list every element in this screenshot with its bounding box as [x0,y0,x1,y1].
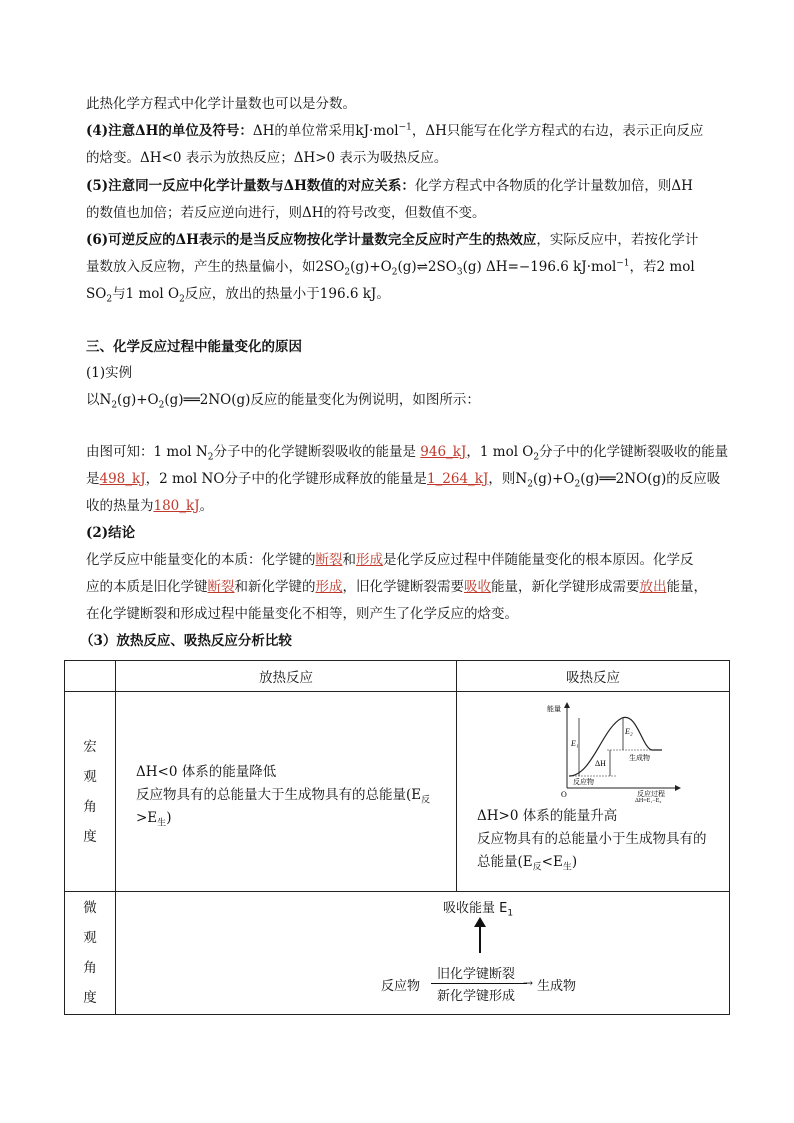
side-label-macro: 宏 观 角 度 [65,692,116,892]
conclusion-label: (2)结论 [86,525,136,541]
chart-ylabel: 能量 [547,705,561,713]
chart-e1: E₁ [571,739,579,748]
text-line-8: $SO_2$与1 mol $O_2$反应，放出的热量小于196.6 kJ。 [86,286,390,305]
micro-absorb-label: 吸收能量 $E_1$ [443,901,514,919]
text-line-1: 此热化学方程式中化学计量数也可以是分数。 [86,96,356,112]
text-line-4: (5)注意同一反应中化学计量数与ΔH数值的对应关系：化学方程式中各物质的化学计量数加倍，则ΔH [86,178,693,194]
right-arrow-icon: → [523,976,534,990]
chart-formula: ΔH=E₁−E₂ [635,798,662,803]
chart-e2: E₂ [625,727,633,736]
conclusion-line-1: 化学反应中能量变化的本质：化学键的断裂和形成是化学反应过程中伴随能量变化的根本原因。化学反 [86,552,694,568]
text-line-6: (6)可逆反应的ΔH表示的是当反应物按化学计量数完全反应时产生的热效应，实际反应中，若按化学计 [86,232,699,248]
header-exothermic: 放热反应 [116,661,457,692]
para-line-3: 收的热量为180_kJ。 [86,498,214,514]
chart-reactant: 反应物 [573,778,594,786]
answer-1264: 1_264_kJ [426,471,489,487]
text-line-2: (4)注意ΔH的单位及符号：ΔH的单位常采用kJ·mol$^{-1}$，ΔH只能写在化学方程式的右边，表示正向反应 [86,122,704,139]
example-line: 以$N_2(g)+O_2(g)══2NO(g)$反应的能量变化为例说明，如图所示： [86,392,480,411]
chart-dh: ΔH [595,759,606,768]
cell-micro [116,892,730,1015]
micro-line [431,983,527,984]
answer-180: 180_kJ [153,498,200,514]
example-label: (1)实例 [86,365,133,381]
micro-break: 旧化学键断裂 [437,967,516,982]
energy-diagram [537,698,687,803]
answer-498: 498_kJ [99,471,146,487]
chart-xlabel: 反应过程 [637,790,665,798]
comparison-table [64,660,730,1015]
micro-reactant: 反应物 [381,979,421,994]
conclusion-line-2: 应的本质是旧化学键断裂和新化学键的形成，旧化学键断裂需要吸收能量，新化学键形成需要放出能量， [86,579,707,595]
header-endothermic: 吸热反应 [457,661,730,692]
text-line-7: 量数放入反应物，产生的热量偏小，如$2SO_2(g)+O_2(g)\rightleftharpoons 2SO_3(g)$ ΔH=−196.6 kJ·mol$^{-1}$，若2 mol [86,258,695,278]
para-line-2: 是498_kJ，2 mol NO分子中的化学键形成释放的能量是1_264_kJ，则$N_2(g)+O_2(g)══2NO(g)$的反应吸 [86,471,721,490]
text-line-5: 的数值也加倍；若反应逆向进行，则ΔH的符号改变，但数值不变。 [86,205,486,221]
cell-exothermic-macro: ΔH<0 体系的能量降低 反应物具有的总能量大于生成物具有的总能量($E_反$ $>E_生$) [116,692,457,892]
chart-origin: O [561,790,567,799]
conclusion-line-3: 在化学键断裂和形成过程中能量变化不相等，则产生了化学反应的焓变。 [86,606,518,622]
cell-endothermic-macro: 能量 O E₁ E₂ ΔH 生成物 反应物 反应过程 ΔH=E₁−E₂ ΔH>0 体系的能量升高 反应物具有的总能量小于生成物具有的 总能量$(E_反<E_生)$ [457,692,730,892]
chart-product: 生成物 [629,754,650,762]
para-line-1: 由图可知：1 mol $N_2$分子中的化学键断裂吸收的能量是 946_kJ，1 mol $O_2$分子中的化学键断裂吸收的能量 [86,444,729,463]
answer-946: 946_kJ [420,444,467,460]
energy-curve [569,717,662,776]
up-arrow-icon [474,917,486,927]
micro-form: 新化学键形成 [437,989,516,1004]
text-line-3: 的焓变。ΔH<0 表示为放热反应；ΔH>0 表示为吸热反应。 [86,150,448,166]
side-label-micro: 微 观 角 度 [65,892,116,1015]
compare-heading: （3）放热反应、吸热反应分析比较 [80,633,292,649]
micro-up-arrow-shaft [479,923,481,953]
section-heading-3: 三、化学反应过程中能量变化的原因 [86,339,302,355]
micro-product: 生成物 [537,979,577,994]
